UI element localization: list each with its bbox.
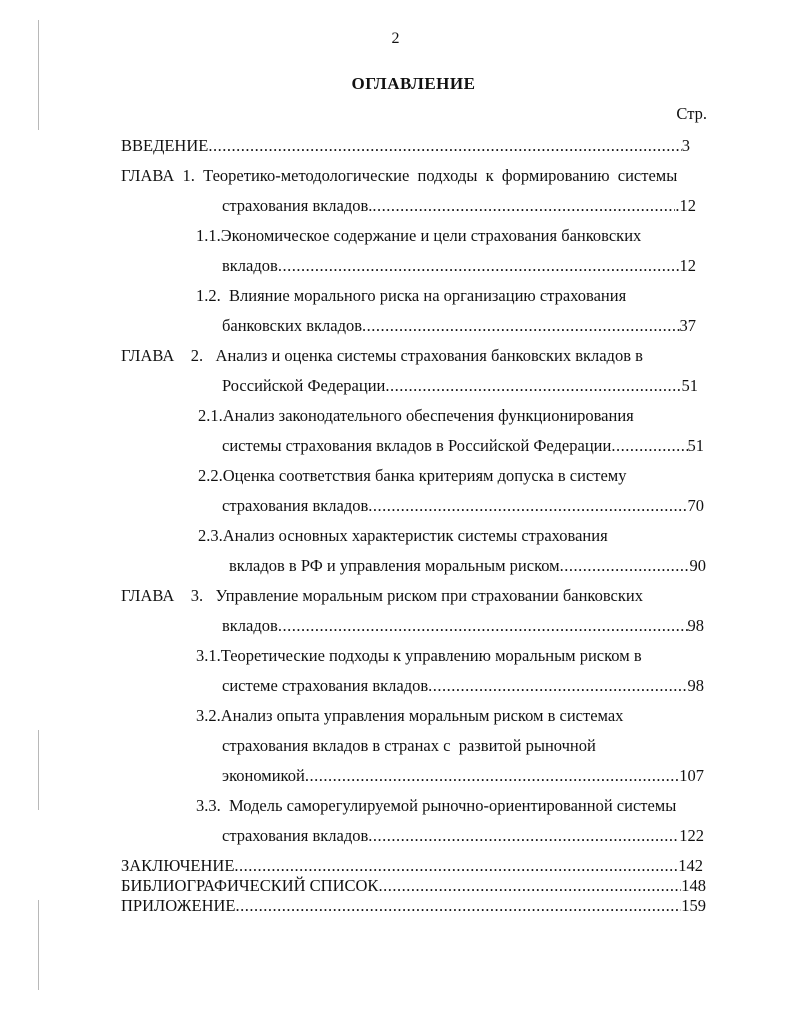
toc-section-1-1-tail[interactable] [222, 256, 696, 276]
toc-entry-page: 51 [687, 436, 704, 455]
toc-entry-conclusion[interactable] [121, 856, 703, 876]
toc-entry-page: 37 [679, 316, 696, 335]
leader-dots [208, 136, 681, 156]
toc-section-2-2-heading[interactable]: 2.2.Оценка соответствия банка критериям допуска в систему [198, 466, 627, 485]
leader-dots [278, 616, 688, 636]
toc-entry-page: 90 [689, 556, 706, 575]
page-number: 2 [391, 30, 400, 47]
toc-section-3-2-tail[interactable] [222, 766, 704, 786]
toc-entry-page: 122 [679, 826, 704, 845]
leader-dots [368, 826, 679, 846]
leader-dots [234, 856, 678, 876]
leader-dots [235, 896, 681, 916]
toc-section-3-2-line2[interactable]: страхования вкладов в странах с развитой рыночной [222, 736, 596, 755]
toc-chapter-1-heading[interactable]: ГЛАВА 1. Теоретико-методологические подходы к формированию системы [121, 166, 678, 185]
toc-entry-label: страхования вкладов [222, 826, 369, 845]
leader-dots [368, 496, 687, 516]
leader-dots [372, 196, 675, 216]
toc-chapter-3-heading[interactable]: ГЛАВА 3. Управление моральным риском при страховании банковских [121, 586, 643, 605]
document-title: ОГЛАВЛЕНИЕ [351, 74, 476, 93]
leader-dots [560, 556, 690, 576]
toc-entry-page: 70 [687, 496, 704, 515]
toc-section-3-1-tail[interactable] [222, 676, 704, 696]
leader-dots [385, 376, 681, 396]
leader-dots [305, 766, 679, 786]
toc-entry-label: ВВЕДЕНИЕ [121, 136, 209, 155]
toc-section-2-3-heading[interactable]: 2.3.Анализ основных характеристик системы страхования [198, 526, 608, 545]
toc-section-1-2-tail[interactable] [222, 316, 696, 336]
toc-entry-label: экономикой [222, 766, 305, 785]
toc-chapter-3-tail[interactable] [222, 616, 704, 636]
toc-entry-label: вкладов [222, 616, 278, 635]
toc-entry-appendix[interactable] [121, 896, 706, 916]
toc-section-2-1-heading[interactable]: 2.1.Анализ законодательного обеспечения функционирования [198, 406, 634, 425]
toc-entry-page: 3 [681, 136, 690, 155]
leader-dots [611, 436, 687, 456]
toc-entry-label: вкладов [222, 256, 278, 275]
toc-entry-page: 148 [681, 876, 706, 895]
toc-chapter-2-tail[interactable] [222, 376, 698, 396]
scan-edge-mark [38, 900, 39, 990]
leader-dots [278, 256, 680, 276]
toc-entry-label: системы страхования вкладов в Российской Федерации [222, 436, 612, 455]
toc-section-1-2-heading[interactable]: 1.2. Влияние морального риска на организацию страхования [196, 286, 627, 305]
toc-chapter-1-tail[interactable] [222, 196, 696, 216]
toc-entry-intro[interactable] [121, 136, 690, 156]
toc-section-2-3-tail[interactable] [229, 556, 706, 576]
toc-entry-page: .12 [675, 196, 696, 215]
toc-entry-label: ПРИЛОЖЕНИЕ [121, 896, 236, 915]
toc-entry-label: системе страхования вкладов [222, 676, 429, 695]
page-column-label: Стр. [676, 104, 707, 123]
toc-chapter-2-heading[interactable]: ГЛАВА 2. Анализ и оценка системы страхования банковских вкладов в [121, 346, 643, 365]
toc-entry-label: БИБЛИОГРАФИЧЕСКИЙ СПИСОК [121, 876, 379, 895]
toc-entry-label: страхования вкладов. [222, 196, 373, 215]
leader-dots [362, 316, 679, 336]
toc-entry-page: 159 [681, 896, 706, 915]
toc-section-2-1-tail[interactable] [222, 436, 704, 456]
toc-entry-label: страхования вкладов [222, 496, 369, 515]
leader-dots [378, 876, 681, 896]
toc-entry-label: вкладов в РФ и управления моральным риском [229, 556, 560, 575]
toc-entry-page: 51 [681, 376, 698, 395]
scan-edge-mark [38, 20, 39, 130]
toc-entry-bibliography[interactable] [121, 876, 706, 896]
toc-entry-page: 107 [679, 766, 704, 785]
leader-dots [428, 676, 687, 696]
toc-entry-page: 12 [679, 256, 696, 275]
toc-section-3-3-heading[interactable]: 3.3. Модель саморегулируемой рыночно-ориентированной системы [196, 796, 677, 815]
toc-section-3-2-heading[interactable]: 3.2.Анализ опыта управления моральным риском в системах [196, 706, 624, 725]
toc-entry-label: Российской Федерации [222, 376, 386, 395]
toc-entry-label: банковских вкладов [222, 316, 363, 335]
toc-section-1-1-heading[interactable]: 1.1.Экономическое содержание и цели страхования банковских [196, 226, 642, 245]
toc-entry-page: 98 [687, 676, 704, 695]
toc-entry-page: 142 [678, 856, 703, 875]
toc-section-2-2-tail[interactable] [222, 496, 704, 516]
toc-entry-label: ЗАКЛЮЧЕНИЕ [121, 856, 235, 875]
toc-section-3-3-tail[interactable] [222, 826, 704, 846]
toc-section-3-1-heading[interactable]: 3.1.Теоретические подходы к управлению моральным риском в [196, 646, 642, 665]
scan-edge-mark [38, 730, 39, 810]
toc-entry-page: 98 [687, 616, 704, 635]
